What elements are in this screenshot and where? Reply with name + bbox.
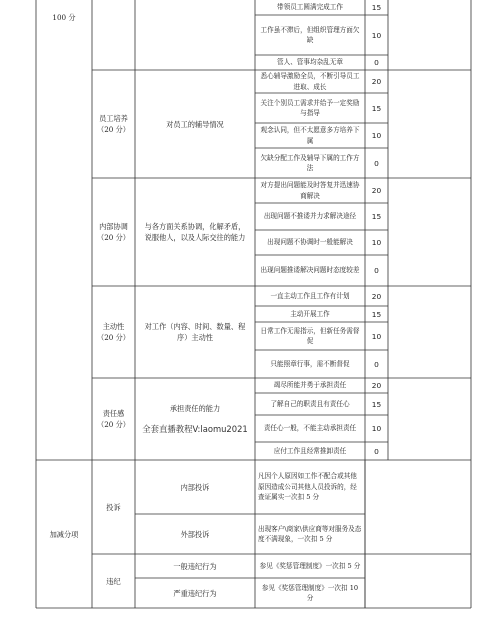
category-responsibility-content [135,378,255,460]
external-complaint-text: 出现客户\商家\供应商等对服务及态度不满现象，一次扣 5 分 [258,524,362,543]
minor-violation-label: 一般违纪行为 [173,561,217,571]
category-coordination-content: 与各方面关系协调，化解矛盾，说服他人，以及人际交往的能力 [144,222,246,242]
category-initiative-name: 主动性 [102,322,125,331]
training-row-1-score: 20 [371,77,382,86]
category-initiative-content: 对工作（内容、时间、数量、程序）主动性 [144,322,246,342]
initiative-row-2-score: 15 [371,309,382,319]
responsibility-row-4-text: 应付工作且经常推卸责任 [273,446,347,455]
category-coordination-points: （20 分） [97,233,130,242]
category-training-points: （20 分） [97,125,130,134]
training-row-4-text: 欠缺分配工作及辅导下属的工作方法 [260,153,360,172]
complaint-label: 投诉 [106,502,121,512]
responsibility-row-1-text: 竭尽所能并勇于承担责任 [273,381,347,390]
coord-row-1-score: 20 [371,186,382,195]
responsibility-row-3-text: 责任心一般，不能主动承担责任 [263,424,357,433]
responsibility-row-4-score: 0 [374,446,379,456]
top-row-3-text: 管人、管事均杂乱无章 [277,58,343,67]
initiative-row-1-text: 一直主动工作且工作有计划 [270,291,350,300]
category-training-content: 对员工的辅导情况 [166,119,224,129]
training-row-3-text: 观念认同，但不太愿意多方培养下属 [260,126,360,145]
category-responsibility-content-text: 承担责任的能力 [169,404,221,413]
category-training [92,70,135,178]
coord-row-2-score: 15 [371,212,382,221]
category-coordination [92,178,135,286]
internal-complaint-text: 凡因个人原因如工作不配合或其他原因造成公司其他人员投诉的，经查证属实一次扣 5 分 [258,472,357,502]
category-responsibility [92,378,135,460]
internal-complaint-label: 内部投诉 [180,482,210,492]
training-row-3-score: 10 [371,131,382,140]
training-row-2-text: 关注个别员工需求并给予一定奖励与指导 [260,98,360,117]
training-row-1-text: 悉心辅导激励全员，不断引导员工进取、成长 [260,72,360,91]
category-initiative-points: （20 分） [97,333,130,342]
training-row-4-score: 0 [374,158,379,168]
initiative-row-3-score: 10 [371,331,382,341]
initiative-row-3-text: 日常工作无需指示，但新任务需督促 [260,326,360,345]
top-row-2-text: 工作虽不滞后，但组织管理方面欠缺 [260,25,360,44]
coord-row-4-text: 出现问题推诿解决问题时态度较差 [260,266,360,275]
discipline-label: 违纪 [106,576,121,586]
category-responsibility-name: 责任感 [102,409,125,418]
coord-row-3-score: 10 [371,238,382,247]
responsibility-row-2-text: 了解自己的职责且有责任心 [270,399,350,408]
top-row-3-score: 0 [374,58,379,67]
category-coordination-name: 内部协调 [99,222,128,231]
evaluation-table: 100 分 加减分项 带领员工圆满完成工作 15 工作虽不滞后，但组织管理方面欠缺 10 管人、管事均杂乱无章 0 员工培养 （20 分） 对员工的辅导情况 悉心辅导激励全员，不断引导员工进取、成长 20 关注个别员工需求并给予一定奖励与指导 15 观念认同，但不太愿意多方培养下属 10 欠缺分配工作及辅导下属的工作方法 0 内部协调 （20 分） 与各方面关系协调，化解矛盾，说服他人，以及人际交往的能力 对方提出问题能及时答复并迅速协商解决 20 出现问题不推诿并力求解决途径 15 出现问题不协调时一般能解决 10 出现问题推诿解决问题时态度较差 0 主动性 （20 分） 对工作（内容、时间、数量、程序）主动性 一直主动工作且工作有计划 20 主动开展工作 15 日常工作无需指示，但新任务需督促 10 只能照章行事，需不断督促 0 责任感 （20 分） 承担责任的能力 全套直播教程V:laomu2021 竭尽所能并勇于承担责任 20 了解自己的职责且有责任心 15 责任心一般，不能主动承担责任 10 应付工作且经常推卸责任 0 投诉 内部投诉 凡因个人原因如工作不配合或其他原因造成公司其他人员投诉的，经查证属实一次扣 5 分 外部投诉 出现客户\商家\供应商等对服务及态度不满现象，一次扣 5 分 违纪 一般违纪行为 参见《奖惩管理制度》一次扣 5 分 严重违纪行为 参见《奖惩管理制度》一次扣 10 分 [0,0,500,619]
training-row-2-score: 15 [371,103,382,113]
adjustment-section-label: 加减分项 [49,529,79,539]
initiative-row-2-text: 主动开展工作 [290,309,330,318]
responsibility-row-2-score: 15 [371,399,382,409]
category-responsibility-points: （20 分） [97,420,130,429]
total-score-label: 100 分 [52,13,76,22]
serious-violation-text: 参见《奖惩管理制度》一次扣 10 分 [261,583,359,602]
coord-row-1-text: 对方提出问题能及时答复并迅速协商解决 [260,181,360,200]
responsibility-row-1-score: 20 [371,381,382,390]
external-complaint-label: 外部投诉 [180,529,210,539]
initiative-row-4-text: 只能照章行事，需不断督促 [270,359,350,368]
category-training-name: 员工培养 [99,114,128,123]
coord-row-2-text: 出现问题不推诿并力求解决途径 [263,212,357,221]
top-row-2-score: 10 [371,30,382,40]
watermark-text: 全套直播教程V:laomu2021 [142,424,248,434]
serious-violation-label: 严重违纪行为 [173,588,217,598]
coord-row-4-score: 0 [374,266,379,275]
coord-row-3-text: 出现问题不协调时一般能解决 [267,238,353,247]
initiative-row-1-score: 20 [371,291,382,301]
initiative-row-4-score: 0 [374,359,379,369]
minor-violation-text: 参见《奖惩管理制度》一次扣 5 分 [259,561,361,570]
responsibility-row-3-score: 10 [371,424,382,433]
category-initiative [92,286,135,378]
